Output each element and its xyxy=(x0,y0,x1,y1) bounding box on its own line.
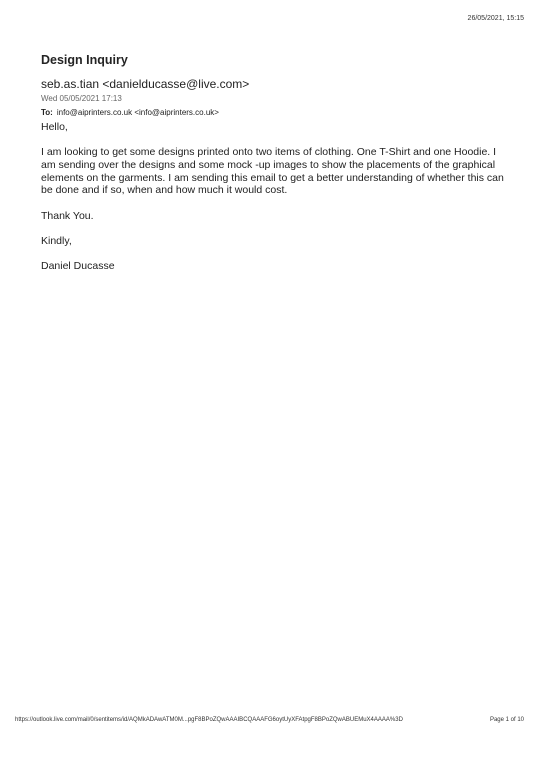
email-sender: seb.as.tian <danielducasse@live.com> xyxy=(41,77,250,91)
email-body xyxy=(41,121,511,273)
print-footer-page: Page 1 of 10 xyxy=(489,717,524,723)
email-message xyxy=(41,52,511,285)
body-paragraph: I am looking to get some designs printed onto two items of clothing. One T-Shirt and one Hoodie. I am sending over the designs and some mock -up images to show the placements of the graphical elements on the garments. I am sending this email to get a better understanding of whether this can be done and if so, when and how much it would cost. xyxy=(41,146,504,197)
print-footer-url: https://outlook.live.com/mail/0/sentitems/id/AQMkADAwATM0M...pgF8BPoZQwAAAIBCQAAAFG6oytUyXFAtpgF8BPoZQwABUEMuX4AAAA%3D xyxy=(15,717,403,723)
print-footer xyxy=(15,717,524,723)
email-sent-date: Wed 05/05/2021 17:13 xyxy=(41,94,122,103)
email-recipient xyxy=(41,108,511,118)
body-signoff: Kindly, xyxy=(41,234,72,247)
body-thanks: Thank You. xyxy=(41,209,94,222)
print-header-datetime: 26/05/2021, 15:15 xyxy=(467,15,524,22)
body-signature: Daniel Ducasse xyxy=(41,259,115,272)
email-subject: Design Inquiry xyxy=(41,53,128,67)
body-greeting: Hello, xyxy=(41,121,68,133)
to-label: To: xyxy=(41,108,53,117)
to-address: info@aiprinters.co.uk <info@aiprinters.co.uk> xyxy=(56,108,219,117)
